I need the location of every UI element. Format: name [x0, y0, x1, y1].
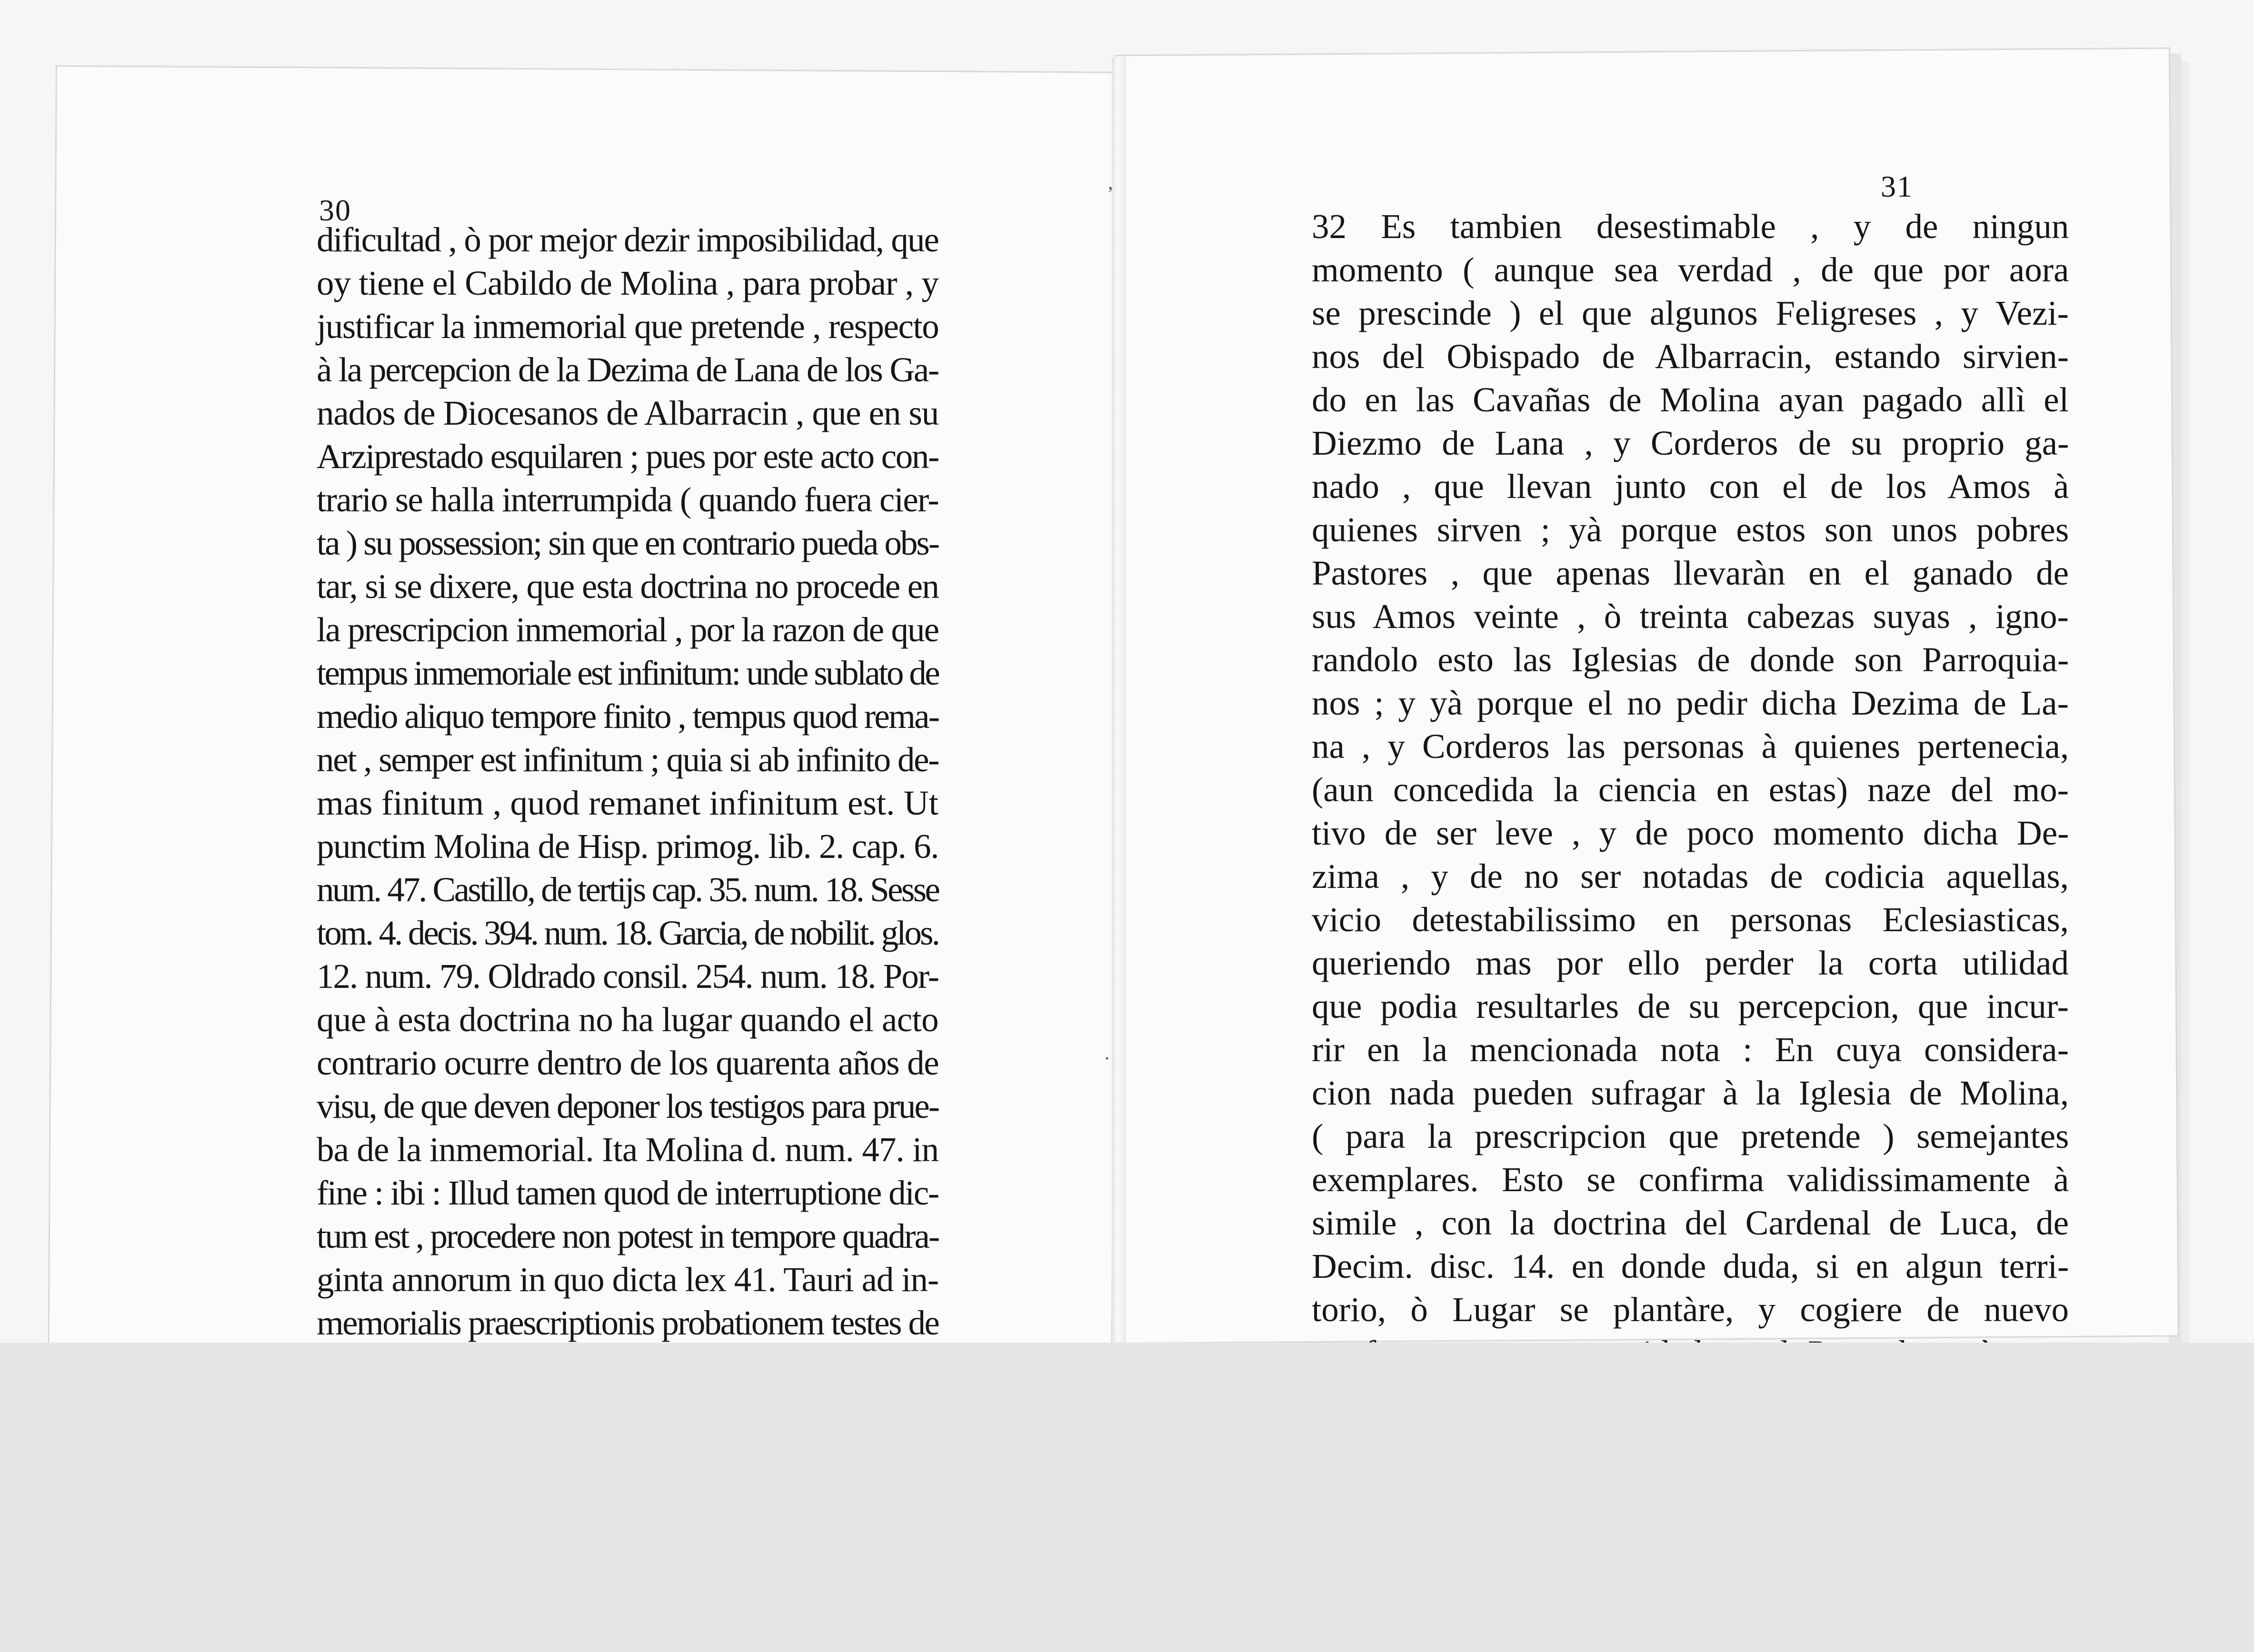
text-line: à la percepcion de la Dezima de Lana de los Ga-	[317, 350, 938, 389]
text-line: vicio detestabilissimo en personas Eclesiasticas,	[1312, 900, 2069, 939]
text-line: visu, de que deven deponer los testigos para prue-	[317, 1087, 938, 1125]
text-line: nado , que llevan junto con el de los Amos à	[1312, 467, 2069, 506]
text-line: contrario ocurre dentro de los quarenta años de	[317, 1044, 939, 1082]
text-line: memorialis praescriptionis probationem testes de	[317, 1304, 939, 1342]
text-line: 12. num. 79. Oldrado consil. 254. num. 18. Por-	[317, 957, 938, 995]
text-line: medio aliquo tempore finito , tempus quod rema-	[317, 697, 939, 736]
text-line: la prescripcion inmemorial , por la razon de que	[317, 610, 938, 649]
page-edge-stack	[2180, 62, 2189, 1343]
text-line: torio, ò Lugar se plantàre, y cogiere de nuevo	[1312, 1290, 2069, 1329]
text-line: fine : ibi : Illud tamen quod de interruptione dic-	[317, 1174, 939, 1212]
text-line: num. 47. Castillo, de tertijs cap. 35. num. 18. Sesse	[317, 870, 939, 909]
text-line: do en las Cavañas de Molina ayan pagado allì el	[1312, 380, 2069, 419]
text-line: Decim. disc. 14. en donde duda, si en algun terri-	[1312, 1247, 2069, 1285]
gutter-mark: ‚	[1107, 172, 1114, 194]
text-line: nos del Obispado de Albarracin, estando sirvien-	[1312, 337, 2069, 376]
text-line: exemplares. Esto se confirma validissimamente à	[1312, 1160, 2069, 1199]
text-line: ta ) su possession; sin que en contrario pueda obs-	[317, 524, 938, 562]
text-line: na , y Corderos las personas à quienes pertenecia,	[1312, 727, 2069, 766]
text-line: ba de la inmemorial. Ita Molina d. num. 47. in	[317, 1130, 939, 1169]
text-line: (aun concedida la ciencia en estas) naze del mo-	[1312, 770, 2069, 809]
text-line: mas finitum , quod remanet infinitum est. Ut	[317, 784, 938, 822]
text-line: momento ( aunque sea verdad , de que por aora	[1312, 250, 2069, 289]
text-line: randolo esto las Iglesias de donde son Parroquia-	[1312, 640, 2069, 679]
book-gutter	[1112, 57, 1126, 1343]
text-line: oy tiene el Cabildo de Molina , para probar , y	[317, 264, 939, 302]
text-line: Pastores , que apenas llevaràn en el ganado de	[1312, 554, 2069, 592]
text-line: 32 Es tambien desestimable , y de ningun	[1312, 207, 2069, 246]
bottom-margin	[0, 1343, 2254, 1652]
text-line: trario se halla interrumpida ( quando fuera cier-	[317, 480, 938, 519]
text-line: tum est , procedere non potest in tempore quadra-	[317, 1217, 939, 1255]
text-line: Arziprestado esquilaren ; pues por este acto con-	[317, 437, 938, 476]
text-line: cion nada pueden sufragar à la Iglesia de Molina,	[1312, 1074, 2069, 1112]
text-line: que à esta doctrina no ha lugar quando el acto	[317, 1000, 938, 1039]
text-line: justificar la inmemorial que pretende , respecto	[317, 307, 939, 346]
right-page-text	[1312, 205, 2069, 1461]
text-line: nados de Diocesanos de Albarracin , que en su	[317, 394, 939, 432]
text-line: ginta annorum in quo dicta lex 41. Tauri ad in-	[317, 1260, 938, 1299]
text-line: se prescinde ) el que algunos Feligreses , y Vezi-	[1312, 294, 2069, 332]
text-line: queriendo mas por ello perder la corta utilidad	[1312, 944, 2069, 982]
text-line: rir en la mencionada nota : En cuya considera-	[1312, 1030, 2069, 1069]
text-line: sus Amos veinte , ò treinta cabezas suyas , igno-	[1312, 597, 2069, 636]
text-line: Diezmo de Lana , y Corderos de su proprio ga-	[1312, 424, 2069, 462]
text-line: tempus inmemoriale est infinitum: unde sublato de	[317, 654, 939, 692]
text-line: tom. 4. decis. 394. num. 18. Garcia, de nobilit. glos.	[317, 914, 938, 952]
text-line: que podia resultarles de su percepcion, que incur-	[1312, 987, 2069, 1025]
text-line: dificultad , ò por mejor dezir imposibilidad, que	[317, 220, 938, 259]
gutter-mark: ·	[1104, 1048, 1110, 1070]
text-line: zima , y de no ser notadas de codicia aquellas,	[1312, 857, 2069, 896]
text-line: tar, si se dixere, que esta doctrina no procede en	[317, 567, 938, 606]
text-line: nos ; y yà porque el no pedir dicha Dezima de La-	[1312, 684, 2069, 722]
left-page-text	[317, 218, 938, 1474]
text-line: punctim Molina de Hisp. primog. lib. 2. cap. 6.	[317, 827, 938, 866]
text-line: ( para la prescripcion que pretende ) semejantes	[1312, 1117, 2069, 1155]
text-line: simile , con la doctrina del Cardenal de Luca, de	[1312, 1204, 2069, 1242]
text-line: tivo de ser leve , y de poco momento dicha De-	[1312, 814, 2069, 852]
page-number-left: 30	[319, 193, 351, 227]
page-number-right: 31	[1881, 169, 1913, 203]
text-line: quienes sirven ; yà porque estos son unos pobres	[1312, 510, 2069, 549]
text-line: net , semper est infinitum ; quia si ab infinito de-	[317, 740, 939, 779]
